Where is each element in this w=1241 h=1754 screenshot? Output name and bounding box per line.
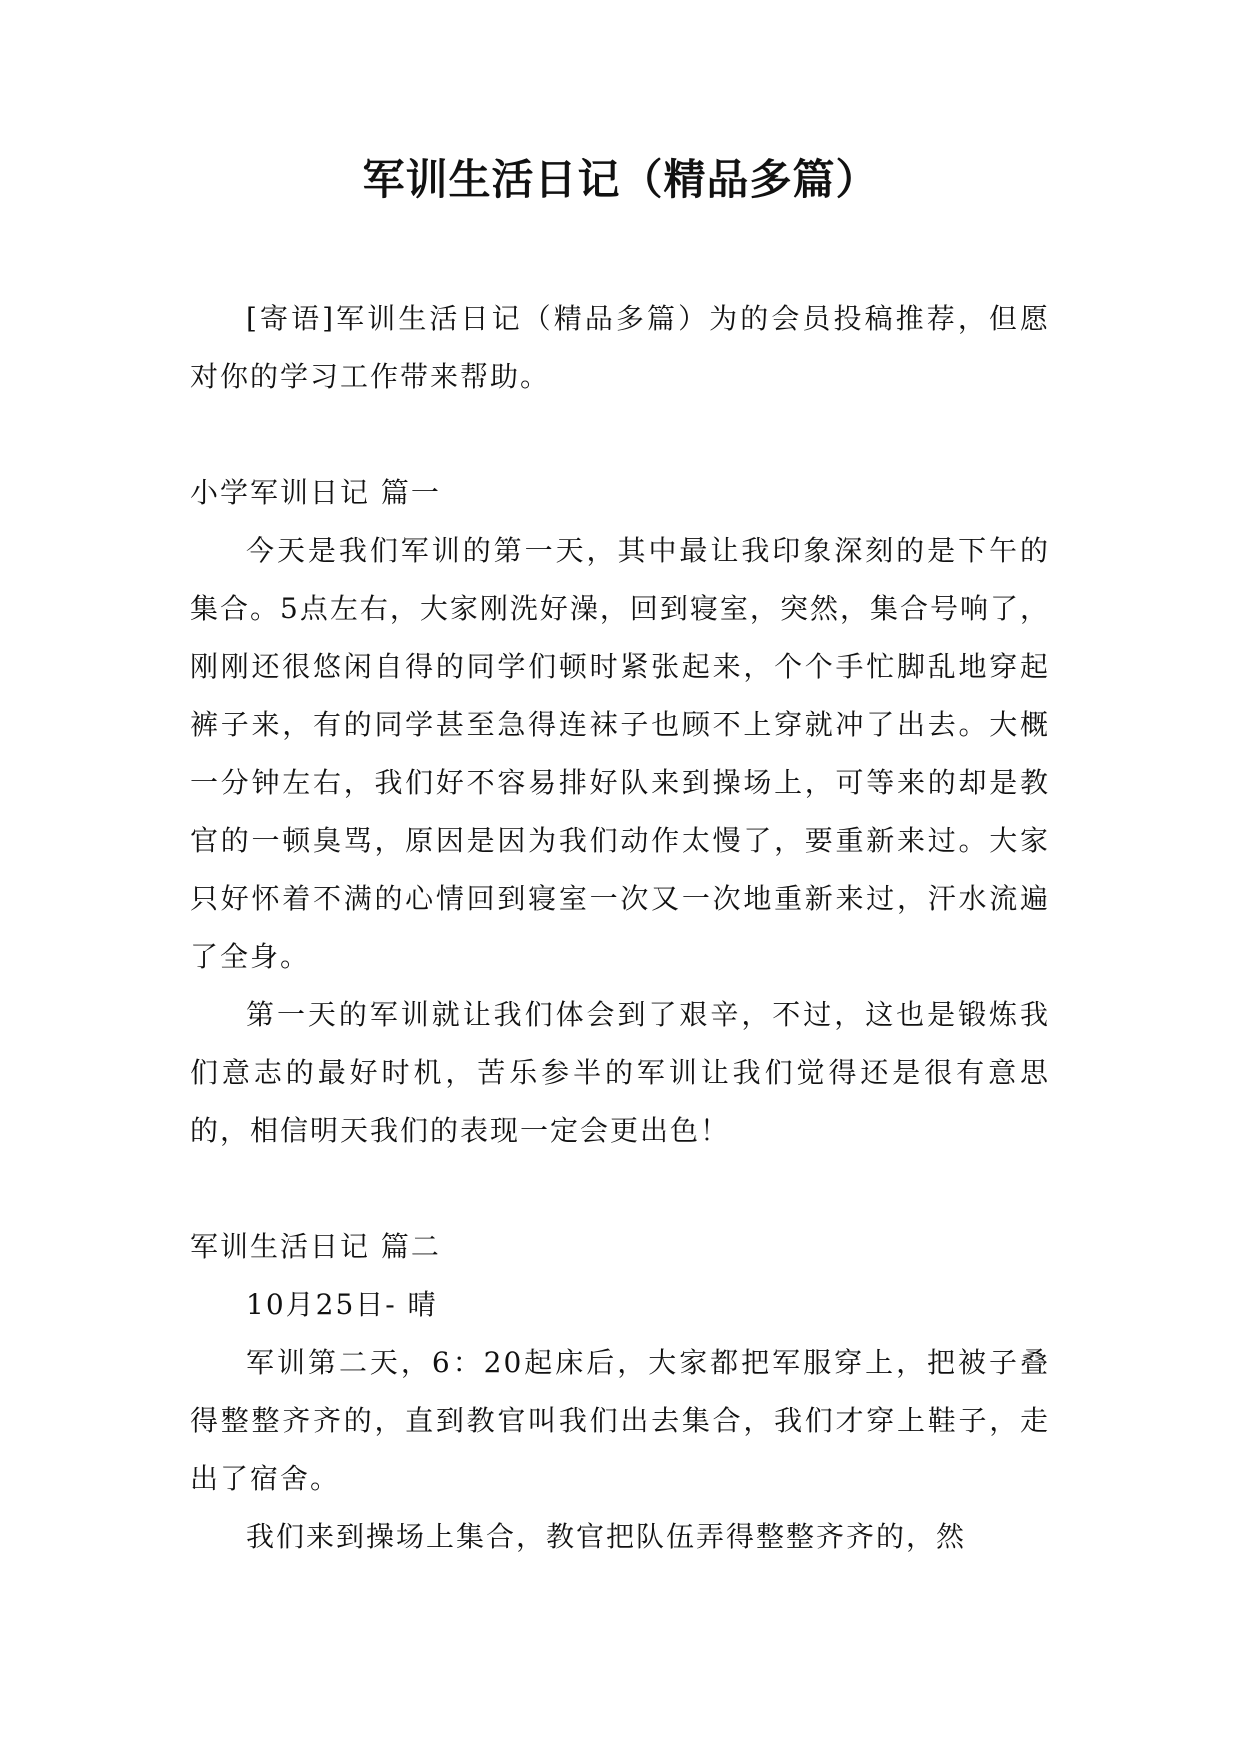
section-heading-1: 小学军训日记 篇一 [190,476,441,509]
document-body [190,290,1050,1566]
spacer [190,1160,1050,1218]
section1-paragraph-2: 第一天的军训就让我们体会到了艰辛，不过，这也是锻炼我们意志的最好时机，苦乐参半的军训让我们觉得还是很有意思的，相信明天我们的表现一定会更出色！ [190,998,1050,1147]
section2-paragraph-2: 我们来到操场上集合，教官把队伍弄得整整齐齐的，然 [246,1520,967,1553]
spacer [190,406,1050,464]
document-title: 军训生活日记（精品多篇） [362,155,879,204]
section2-paragraph-1: 军训第二天，6：20起床后，大家都把军服穿上，把被子叠得整整齐齐的，直到教官叫我们出去集合，我们才穿上鞋子，走出了宿舍。 [190,1346,1050,1495]
section1-paragraph-1: 今天是我们军训的第一天，其中最让我印象深刻的是下午的集合。5点左右，大家刚洗好澡，回到寝室，突然，集合号响了，刚刚还很悠闲自得的同学们顿时紧张起来，个个手忙脚乱地穿起裤子来，有的同学甚至急得连袜子也顾不上穿就冲了出去。大概一分钟左右，我们好不容易排好队来到操场上，可等来的却是教官的一顿臭骂，原因是因为我们动作太慢了，要重新来过。大家只好怀着不满的心情回到寝室一次又一次地重新来过，汗水流遍了全身。 [190,534,1050,973]
intro-paragraph: [寄语]军训生活日记（精品多篇）为的会员投稿推荐，但愿对你的学习工作带来帮助。 [190,302,1050,393]
section-heading-2: 军训生活日记 篇二 [190,1230,441,1263]
section2-date-line: 10月25日- 晴 [246,1288,438,1321]
